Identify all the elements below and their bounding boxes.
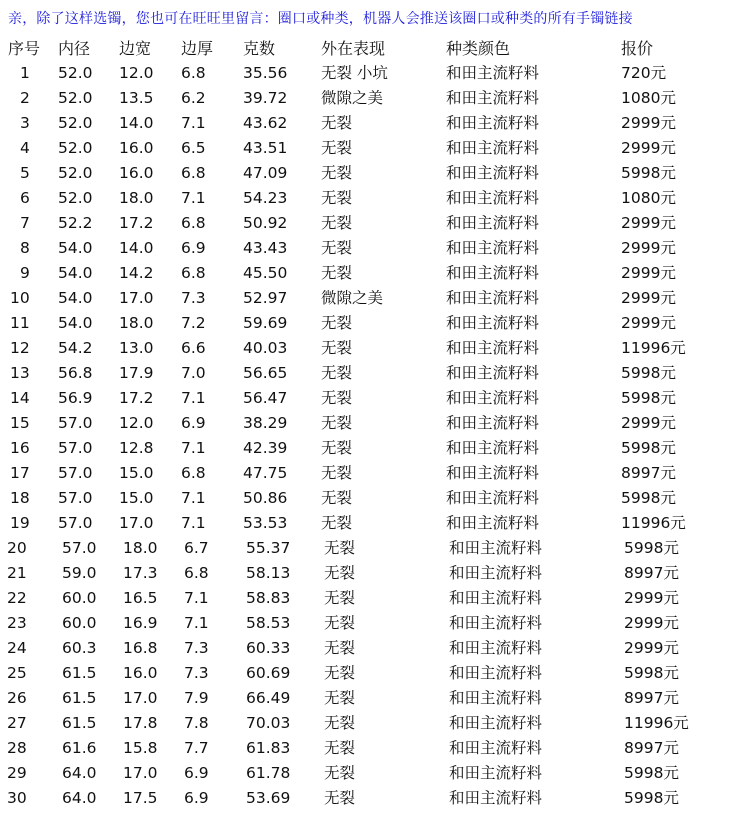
variety-color-cell: 和田主流籽料 — [446, 264, 540, 282]
edge-thickness-cell: 7.3 — [184, 639, 209, 657]
table-row — [0, 561, 751, 586]
variety-color-cell: 和田主流籽料 — [449, 539, 543, 557]
appearance-cell: 无裂 — [321, 389, 353, 407]
inner-diameter-cell: 60.3 — [62, 639, 97, 657]
header-cell: 边宽 — [119, 39, 152, 58]
row-index-cell: 22 — [7, 589, 27, 607]
variety-color-cell: 和田主流籽料 — [446, 239, 540, 257]
price-cell: 2999元 — [621, 264, 676, 282]
appearance-cell: 无裂 — [324, 639, 356, 657]
variety-color-cell: 和田主流籽料 — [446, 389, 540, 407]
variety-color-cell: 和田主流籽料 — [449, 639, 543, 657]
table-row — [0, 761, 751, 786]
inner-diameter-cell: 60.0 — [62, 589, 97, 607]
appearance-cell: 无裂 — [321, 339, 353, 357]
row-index-cell: 11 — [10, 314, 30, 332]
edge-width-cell: 14.0 — [119, 114, 154, 132]
variety-color-cell: 和田主流籽料 — [446, 139, 540, 157]
variety-color-cell: 和田主流籽料 — [446, 339, 540, 357]
price-cell: 5998元 — [621, 439, 676, 457]
inner-diameter-cell: 57.0 — [58, 439, 93, 457]
edge-thickness-cell: 6.8 — [181, 464, 206, 482]
row-index-cell: 12 — [10, 339, 30, 357]
edge-thickness-cell: 7.8 — [184, 714, 209, 732]
appearance-cell: 无裂 — [321, 164, 353, 182]
price-cell: 2999元 — [621, 314, 676, 332]
price-cell: 5998元 — [624, 664, 679, 682]
notice-banner: 亲，除了这样选镯，您也可在旺旺里留言：圈口或种类，机器人会推送该圈口或种类的所有手镯链接 — [8, 11, 633, 27]
row-index-cell: 8 — [20, 239, 30, 257]
price-cell: 5998元 — [624, 539, 679, 557]
edge-width-cell: 17.5 — [123, 789, 158, 807]
weight-cell: 43.43 — [243, 239, 288, 257]
inner-diameter-cell: 54.0 — [58, 314, 93, 332]
table-row — [0, 411, 751, 436]
row-index-cell: 1 — [20, 64, 30, 82]
appearance-cell: 无裂 — [324, 739, 356, 757]
price-cell: 8997元 — [624, 739, 679, 757]
row-index-cell: 29 — [7, 764, 27, 782]
weight-cell: 35.56 — [243, 64, 288, 82]
edge-thickness-cell: 7.1 — [181, 189, 206, 207]
row-index-cell: 5 — [20, 164, 30, 182]
header-cell: 克数 — [243, 39, 276, 58]
header-cell: 序号 — [8, 39, 41, 58]
variety-color-cell: 和田主流籽料 — [446, 414, 540, 432]
weight-cell: 40.03 — [243, 339, 288, 357]
appearance-cell: 无裂 — [321, 239, 353, 257]
edge-width-cell: 17.8 — [123, 714, 158, 732]
edge-width-cell: 16.9 — [123, 614, 158, 632]
table-row — [0, 336, 751, 361]
table-row — [0, 186, 751, 211]
edge-thickness-cell: 7.1 — [181, 489, 206, 507]
variety-color-cell: 和田主流籽料 — [449, 589, 543, 607]
appearance-cell: 无裂 — [324, 589, 356, 607]
edge-width-cell: 14.2 — [119, 264, 154, 282]
table-row — [0, 461, 751, 486]
weight-cell: 43.62 — [243, 114, 288, 132]
price-cell: 5998元 — [624, 764, 679, 782]
edge-width-cell: 15.0 — [119, 464, 154, 482]
weight-cell: 53.69 — [246, 789, 291, 807]
edge-thickness-cell: 7.1 — [181, 114, 206, 132]
variety-color-cell: 和田主流籽料 — [446, 314, 540, 332]
edge-width-cell: 16.0 — [119, 139, 154, 157]
row-index-cell: 10 — [10, 289, 30, 307]
row-index-cell: 14 — [10, 389, 30, 407]
edge-width-cell: 18.0 — [119, 189, 154, 207]
price-cell: 5998元 — [621, 364, 676, 382]
edge-width-cell: 17.0 — [119, 289, 154, 307]
edge-thickness-cell: 6.8 — [181, 214, 206, 232]
edge-width-cell: 12.0 — [119, 414, 154, 432]
variety-color-cell: 和田主流籽料 — [446, 464, 540, 482]
table-row — [0, 486, 751, 511]
price-cell: 2999元 — [621, 139, 676, 157]
inner-diameter-cell: 52.0 — [58, 139, 93, 157]
row-index-cell: 25 — [7, 664, 27, 682]
edge-thickness-cell: 7.0 — [181, 364, 206, 382]
table-header — [0, 36, 751, 61]
edge-thickness-cell: 7.1 — [184, 614, 209, 632]
variety-color-cell: 和田主流籽料 — [446, 114, 540, 132]
inner-diameter-cell: 56.9 — [58, 389, 93, 407]
row-index-cell: 7 — [20, 214, 30, 232]
row-index-cell: 9 — [20, 264, 30, 282]
appearance-cell: 无裂 — [324, 539, 356, 557]
variety-color-cell: 和田主流籽料 — [449, 664, 543, 682]
inner-diameter-cell: 57.0 — [58, 514, 93, 532]
variety-color-cell: 和田主流籽料 — [449, 714, 543, 732]
header-cell: 报价 — [621, 39, 654, 58]
variety-color-cell: 和田主流籽料 — [449, 789, 543, 807]
header-cell: 种类颜色 — [446, 39, 511, 58]
edge-thickness-cell: 6.9 — [181, 414, 206, 432]
edge-thickness-cell: 7.9 — [184, 689, 209, 707]
table-row — [0, 536, 751, 561]
appearance-cell: 无裂 — [321, 114, 353, 132]
variety-color-cell: 和田主流籽料 — [446, 64, 540, 82]
weight-cell: 53.53 — [243, 514, 288, 532]
table-row — [0, 286, 751, 311]
variety-color-cell: 和田主流籽料 — [446, 214, 540, 232]
inner-diameter-cell: 57.0 — [58, 464, 93, 482]
edge-thickness-cell: 7.1 — [181, 514, 206, 532]
variety-color-cell: 和田主流籽料 — [446, 439, 540, 457]
inner-diameter-cell: 54.0 — [58, 239, 93, 257]
price-cell: 2999元 — [621, 114, 676, 132]
table-row — [0, 261, 751, 286]
edge-thickness-cell: 6.9 — [184, 789, 209, 807]
table-row — [0, 136, 751, 161]
table-row — [0, 311, 751, 336]
table-row — [0, 236, 751, 261]
appearance-cell: 无裂 — [321, 414, 353, 432]
weight-cell: 50.86 — [243, 489, 288, 507]
weight-cell: 54.23 — [243, 189, 288, 207]
row-index-cell: 26 — [7, 689, 27, 707]
appearance-cell: 无裂 — [324, 614, 356, 632]
edge-thickness-cell: 6.5 — [181, 139, 206, 157]
appearance-cell: 微隙之美 — [321, 289, 384, 307]
table-row — [0, 711, 751, 736]
row-index-cell: 24 — [7, 639, 27, 657]
inner-diameter-cell: 59.0 — [62, 564, 97, 582]
inner-diameter-cell: 52.0 — [58, 89, 93, 107]
price-cell: 2999元 — [621, 414, 676, 432]
price-cell: 2999元 — [621, 214, 676, 232]
row-index-cell: 23 — [7, 614, 27, 632]
row-index-cell: 27 — [7, 714, 27, 732]
row-index-cell: 17 — [10, 464, 30, 482]
edge-width-cell: 17.2 — [119, 389, 154, 407]
price-cell: 8997元 — [624, 564, 679, 582]
inner-diameter-cell: 54.0 — [58, 264, 93, 282]
edge-width-cell: 17.9 — [119, 364, 154, 382]
weight-cell: 60.33 — [246, 639, 291, 657]
price-cell: 1080元 — [621, 189, 676, 207]
edge-width-cell: 18.0 — [119, 314, 154, 332]
inner-diameter-cell: 52.0 — [58, 64, 93, 82]
edge-width-cell: 13.0 — [119, 339, 154, 357]
inner-diameter-cell: 52.0 — [58, 164, 93, 182]
weight-cell: 61.83 — [246, 739, 291, 757]
row-index-cell: 18 — [10, 489, 30, 507]
weight-cell: 39.72 — [243, 89, 288, 107]
inner-diameter-cell: 52.0 — [58, 189, 93, 207]
price-cell: 1080元 — [621, 89, 676, 107]
price-cell: 8997元 — [624, 689, 679, 707]
table-row — [0, 736, 751, 761]
edge-thickness-cell: 6.9 — [184, 764, 209, 782]
weight-cell: 50.92 — [243, 214, 288, 232]
edge-thickness-cell: 6.8 — [184, 564, 209, 582]
table-row — [0, 61, 751, 86]
header-cell: 外在表现 — [321, 39, 386, 58]
row-index-cell: 2 — [20, 89, 30, 107]
table-row — [0, 786, 751, 811]
table-row — [0, 211, 751, 236]
price-cell: 2999元 — [621, 289, 676, 307]
edge-thickness-cell: 6.9 — [181, 239, 206, 257]
price-cell: 5998元 — [621, 164, 676, 182]
row-index-cell: 4 — [20, 139, 30, 157]
row-index-cell: 6 — [20, 189, 30, 207]
appearance-cell: 无裂 — [321, 464, 353, 482]
weight-cell: 58.83 — [246, 589, 291, 607]
edge-thickness-cell: 7.1 — [181, 389, 206, 407]
edge-width-cell: 15.8 — [123, 739, 158, 757]
inner-diameter-cell: 52.2 — [58, 214, 93, 232]
weight-cell: 56.65 — [243, 364, 288, 382]
variety-color-cell: 和田主流籽料 — [446, 489, 540, 507]
table-row — [0, 386, 751, 411]
row-index-cell: 21 — [7, 564, 27, 582]
edge-width-cell: 17.0 — [123, 689, 158, 707]
table-row — [0, 661, 751, 686]
edge-width-cell: 16.8 — [123, 639, 158, 657]
edge-thickness-cell: 7.7 — [184, 739, 209, 757]
weight-cell: 70.03 — [246, 714, 291, 732]
inner-diameter-cell: 61.5 — [62, 714, 97, 732]
inner-diameter-cell: 56.8 — [58, 364, 93, 382]
edge-width-cell: 17.0 — [119, 514, 154, 532]
edge-thickness-cell: 7.3 — [181, 289, 206, 307]
inner-diameter-cell: 61.5 — [62, 689, 97, 707]
row-index-cell: 20 — [7, 539, 27, 557]
edge-width-cell: 13.5 — [119, 89, 154, 107]
price-cell: 11996元 — [624, 714, 689, 732]
price-cell: 5998元 — [621, 489, 676, 507]
appearance-cell: 无裂 — [321, 364, 353, 382]
variety-color-cell: 和田主流籽料 — [446, 289, 540, 307]
price-cell: 11996元 — [621, 514, 686, 532]
weight-cell: 42.39 — [243, 439, 288, 457]
appearance-cell: 无裂 — [324, 789, 356, 807]
weight-cell: 45.50 — [243, 264, 288, 282]
edge-thickness-cell: 6.6 — [181, 339, 206, 357]
appearance-cell: 无裂 — [321, 489, 353, 507]
edge-width-cell: 14.0 — [119, 239, 154, 257]
weight-cell: 56.47 — [243, 389, 288, 407]
row-index-cell: 28 — [7, 739, 27, 757]
edge-width-cell: 17.3 — [123, 564, 158, 582]
variety-color-cell: 和田主流籽料 — [446, 514, 540, 532]
inner-diameter-cell: 61.5 — [62, 664, 97, 682]
appearance-cell: 无裂 — [321, 189, 353, 207]
weight-cell: 38.29 — [243, 414, 288, 432]
row-index-cell: 13 — [10, 364, 30, 382]
edge-width-cell: 16.0 — [123, 664, 158, 682]
row-index-cell: 15 — [10, 414, 30, 432]
price-cell: 5998元 — [624, 789, 679, 807]
header-cell: 边厚 — [181, 39, 214, 58]
edge-thickness-cell: 7.2 — [181, 314, 206, 332]
variety-color-cell: 和田主流籽料 — [449, 689, 543, 707]
inner-diameter-cell: 64.0 — [62, 764, 97, 782]
row-index-cell: 19 — [10, 514, 30, 532]
appearance-cell: 无裂 — [324, 664, 356, 682]
weight-cell: 61.78 — [246, 764, 291, 782]
edge-thickness-cell: 6.8 — [181, 64, 206, 82]
header-cell: 内径 — [58, 39, 91, 58]
inner-diameter-cell: 57.0 — [62, 539, 97, 557]
weight-cell: 47.09 — [243, 164, 288, 182]
edge-width-cell: 15.0 — [119, 489, 154, 507]
edge-width-cell: 17.0 — [123, 764, 158, 782]
appearance-cell: 无裂 — [324, 564, 356, 582]
inner-diameter-cell: 64.0 — [62, 789, 97, 807]
appearance-cell: 无裂 — [321, 514, 353, 532]
edge-width-cell: 17.2 — [119, 214, 154, 232]
inner-diameter-cell: 54.0 — [58, 289, 93, 307]
edge-thickness-cell: 7.1 — [181, 439, 206, 457]
variety-color-cell: 和田主流籽料 — [446, 89, 540, 107]
row-index-cell: 16 — [10, 439, 30, 457]
appearance-cell: 无裂 — [324, 714, 356, 732]
weight-cell: 43.51 — [243, 139, 288, 157]
appearance-cell: 无裂 — [321, 214, 353, 232]
variety-color-cell: 和田主流籽料 — [446, 164, 540, 182]
appearance-cell: 无裂 — [321, 139, 353, 157]
appearance-cell: 无裂 — [324, 689, 356, 707]
table-row — [0, 436, 751, 461]
price-cell: 5998元 — [621, 389, 676, 407]
edge-width-cell: 12.8 — [119, 439, 154, 457]
price-cell: 720元 — [621, 64, 667, 82]
inner-diameter-cell: 54.2 — [58, 339, 93, 357]
weight-cell: 66.49 — [246, 689, 291, 707]
variety-color-cell: 和田主流籽料 — [449, 739, 543, 757]
edge-thickness-cell: 6.8 — [181, 264, 206, 282]
inner-diameter-cell: 52.0 — [58, 114, 93, 132]
price-cell: 2999元 — [624, 639, 679, 657]
variety-color-cell: 和田主流籽料 — [449, 564, 543, 582]
weight-cell: 52.97 — [243, 289, 288, 307]
row-index-cell: 30 — [7, 789, 27, 807]
inner-diameter-cell: 61.6 — [62, 739, 97, 757]
appearance-cell: 无裂 小坑 — [321, 64, 388, 82]
edge-thickness-cell: 6.8 — [181, 164, 206, 182]
table-row — [0, 586, 751, 611]
price-cell: 8997元 — [621, 464, 676, 482]
row-index-cell: 3 — [20, 114, 30, 132]
edge-width-cell: 12.0 — [119, 64, 154, 82]
weight-cell: 58.53 — [246, 614, 291, 632]
table-row — [0, 361, 751, 386]
appearance-cell: 无裂 — [321, 439, 353, 457]
weight-cell: 60.69 — [246, 664, 291, 682]
table-row — [0, 86, 751, 111]
edge-thickness-cell: 6.7 — [184, 539, 209, 557]
appearance-cell: 微隙之美 — [321, 89, 384, 107]
table-row — [0, 111, 751, 136]
variety-color-cell: 和田主流籽料 — [449, 764, 543, 782]
edge-thickness-cell: 7.1 — [184, 589, 209, 607]
edge-width-cell: 16.0 — [119, 164, 154, 182]
weight-cell: 58.13 — [246, 564, 291, 582]
inner-diameter-cell: 57.0 — [58, 414, 93, 432]
table-row — [0, 611, 751, 636]
edge-width-cell: 18.0 — [123, 539, 158, 557]
edge-thickness-cell: 7.3 — [184, 664, 209, 682]
table-row — [0, 636, 751, 661]
variety-color-cell: 和田主流籽料 — [446, 189, 540, 207]
appearance-cell: 无裂 — [321, 314, 353, 332]
edge-thickness-cell: 6.2 — [181, 89, 206, 107]
weight-cell: 55.37 — [246, 539, 291, 557]
table-row — [0, 161, 751, 186]
table-row — [0, 511, 751, 536]
appearance-cell: 无裂 — [321, 264, 353, 282]
inner-diameter-cell: 60.0 — [62, 614, 97, 632]
weight-cell: 47.75 — [243, 464, 288, 482]
appearance-cell: 无裂 — [324, 764, 356, 782]
price-cell: 2999元 — [621, 239, 676, 257]
inner-diameter-cell: 57.0 — [58, 489, 93, 507]
variety-color-cell: 和田主流籽料 — [446, 364, 540, 382]
variety-color-cell: 和田主流籽料 — [449, 614, 543, 632]
table-row — [0, 686, 751, 711]
price-cell: 11996元 — [621, 339, 686, 357]
edge-width-cell: 16.5 — [123, 589, 158, 607]
price-cell: 2999元 — [624, 614, 679, 632]
price-cell: 2999元 — [624, 589, 679, 607]
weight-cell: 59.69 — [243, 314, 288, 332]
